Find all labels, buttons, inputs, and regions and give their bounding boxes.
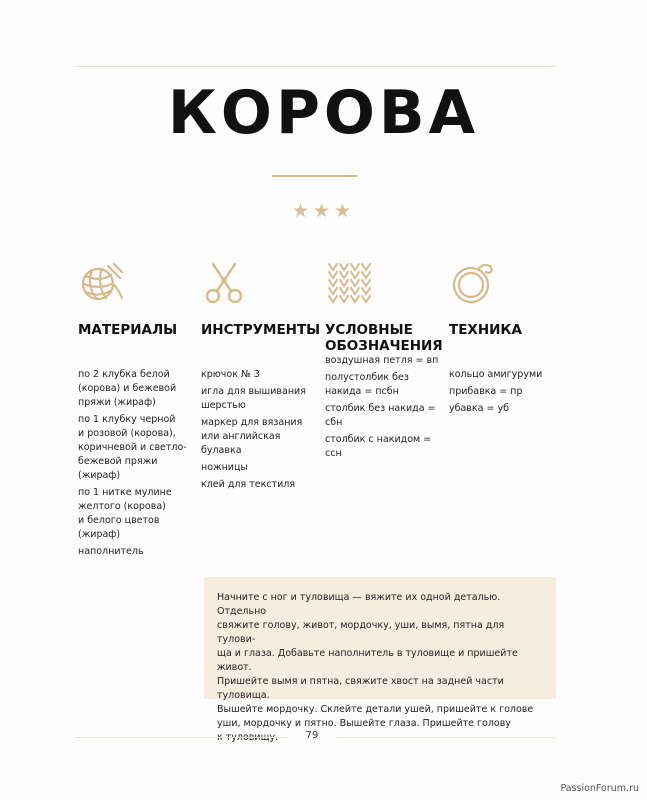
abbreviation-item: воздушная петля = вп — [325, 355, 439, 366]
technique-heading: ТЕХНИКА — [449, 322, 522, 338]
materials-column — [78, 260, 193, 562]
abbreviations-column — [325, 260, 443, 464]
watermark: PassionForum.ru — [560, 783, 639, 794]
material-item: по 1 нитке мулине желтого (корова) и белого цветов (жираф) — [78, 487, 172, 540]
page-title: КОРОВА — [167, 78, 480, 148]
tool-item: крючок № 3 — [201, 369, 260, 380]
material-item: по 1 клубку черной и розовой (корова), коричневой и светло- бежевой пряжи (жираф) — [78, 414, 187, 481]
abbreviations-heading: УСЛОВНЫЕ ОБОЗНАЧЕНИЯ — [325, 322, 443, 354]
tool-item: игла для вышивания шерстью — [201, 386, 306, 411]
tool-item: клей для текстиля — [201, 479, 296, 490]
technique-item: убавка = уб — [449, 403, 509, 414]
material-item: наполнитель — [78, 546, 144, 557]
technique-item: прибавка = пр — [449, 386, 523, 397]
instructions-note: Начните с ног и туловища — вяжите их одной деталью. Отдельно свяжите голову, живот, мордочку, уши, вымя, пятна для тулови- ща и глаза. Добавьте наполнитель в туловище и пришейте живот. Пришейте вымя и пятна, свяжите хвост на задней части туловища. Вышейте мордочку. Склейте детали ушей, пришейте к голове уши, мордочку и пятно. Вышейте глаза. Пришейте голову — [204, 577, 556, 699]
title-underline — [272, 175, 357, 177]
tool-item: маркер для вязания или английская булавка — [201, 417, 303, 456]
tool-item: ножницы — [201, 462, 248, 473]
abbreviation-item: полустолбик без накида = псбн — [325, 372, 409, 397]
technique-item: кольцо амигуруми — [449, 369, 543, 380]
page-number: 79 — [305, 730, 319, 741]
footer-rule-right — [337, 737, 556, 738]
ring-icon — [449, 260, 495, 306]
materials-heading: МАТЕРИАЛЫ — [78, 322, 178, 338]
difficulty-stars: ★★★ — [291, 200, 356, 222]
tools-heading: ИНСТРУМЕНТЫ — [201, 322, 321, 338]
footer-rule-left — [75, 737, 287, 738]
scissors-icon — [201, 260, 247, 306]
material-item: по 2 клубка белой (корова) и бежевой пряжи (жираф) — [78, 369, 177, 408]
abbreviation-item: столбик без накида = сбн — [325, 403, 436, 428]
yarn-ball-icon — [78, 260, 124, 306]
top-rule — [75, 66, 556, 67]
tools-column — [201, 260, 321, 495]
abbreviation-item: столбик с накидом = ссн — [325, 434, 432, 459]
technique-column — [449, 260, 564, 419]
stitches-icon — [325, 260, 371, 306]
